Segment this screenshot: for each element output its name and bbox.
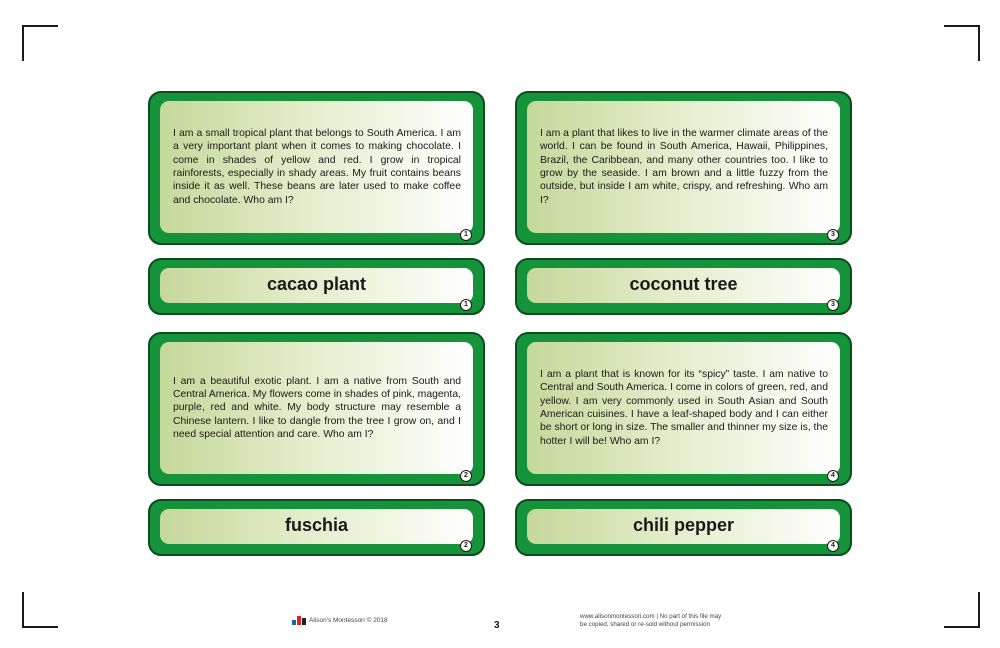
- card-number-badge: 4: [827, 470, 839, 482]
- website-line: www.alisonmontessori.com | No part of this file may: [580, 613, 722, 620]
- answer-card-fuschia: [148, 499, 485, 556]
- clue-text: I am a small tropical plant that belongs to South America. I am a very important plant when it comes to making chocolate. I come in shades of yellow and red. I grow in tropical rainforests, especially in shady areas. My fruit contains beans inside it as well. These beans are later used to make coffee and chocolate. Who am I?: [173, 128, 461, 206]
- footer-notice: [580, 613, 721, 629]
- card-number-badge: 4: [827, 540, 839, 552]
- copyright-text: Alison's Montessori © 2018: [309, 617, 388, 624]
- card-number-badge: 3: [827, 299, 839, 311]
- clue-card-chili: [515, 332, 852, 486]
- answer-text: cacao plant: [266, 274, 367, 294]
- card-number-badge: 3: [827, 229, 839, 241]
- card-number-badge: 1: [460, 229, 472, 241]
- notice-line: be copied, shared or re-sold without permission: [580, 621, 711, 628]
- clue-card-cacao: [148, 91, 485, 245]
- answer-card-cacao: [148, 258, 485, 315]
- page-number: 3: [494, 620, 500, 631]
- clue-text: I am a beautiful exotic plant. I am a native from South and Central America. My flowers come in shades of pink, magenta, purple, red and white. My body structure may resemble a Chinese lantern. I like to dangle from the tree I grow on, and I need special attention and care. Who am I?: [173, 375, 461, 440]
- footer-copyright: [292, 616, 388, 625]
- answer-card-coconut: [515, 258, 852, 315]
- crop-mark-top-right: [944, 25, 980, 61]
- clue-text: I am a plant that likes to live in the warmer climate areas of the world. I can be found in South America, Hawaii, Philippines, Brazil, the Caribbean, and many other countries too. I like to grow by the seaside. I am brown and a little fuzzy from the outside, but inside I am white, crispy, and refreshing. Who am I?: [540, 128, 828, 206]
- montessori-logo-icon: [292, 616, 306, 625]
- answer-text: fuschia: [284, 515, 349, 535]
- card-number-badge: 2: [460, 470, 472, 482]
- answer-text: coconut tree: [629, 274, 738, 294]
- crop-mark-top-left: [22, 25, 58, 61]
- answer-text: chili pepper: [632, 515, 735, 535]
- crop-mark-bottom-left: [22, 592, 58, 628]
- card-number-badge: 2: [460, 540, 472, 552]
- answer-card-chili: [515, 499, 852, 556]
- clue-card-coconut: [515, 91, 852, 245]
- clue-text: I am a plant that is known for its “spicy” taste. I am native to Central and South America. I come in colors of green, red, and yellow. I am very commonly used in South Asian and South American cuisines. I have a leaf-shaped body and I can either be short or long in size. The smaller and thinner my size is, the hotter I will be! Who am I?: [540, 369, 828, 447]
- clue-card-fuschia: [148, 332, 485, 486]
- card-number-badge: 1: [460, 299, 472, 311]
- crop-mark-bottom-right: [944, 592, 980, 628]
